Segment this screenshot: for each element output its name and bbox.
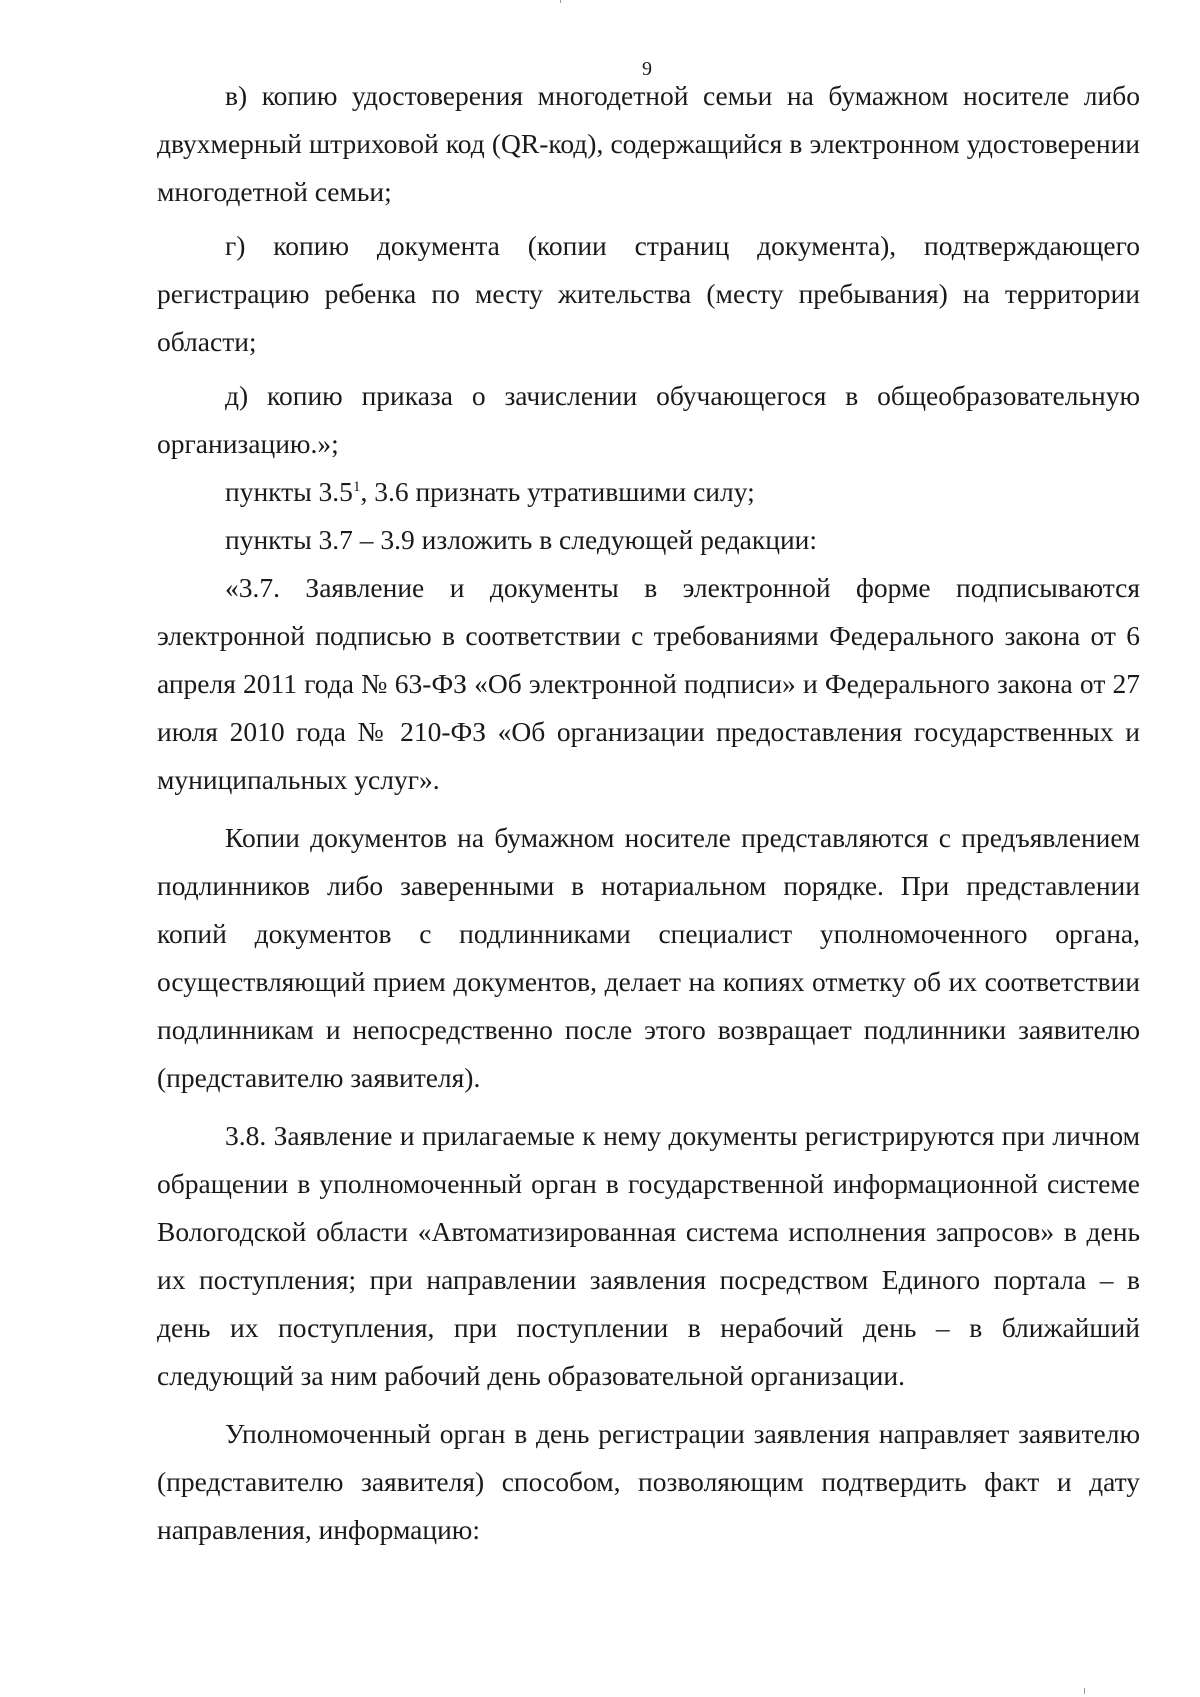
list-item-d: д) копию приказа о зачислении обучающегося в общеобразовательную организацию.»;	[157, 380, 1140, 459]
list-item-v: в) копию удостоверения многодетной семьи на бумажном носителе либо двухмерный штриховой код (QR-код), содержащийся в электронном удостоверении многодетной семьи;	[157, 80, 1140, 207]
superscript: 1	[352, 478, 361, 495]
document-body	[157, 72, 1140, 1554]
points-new-paragraph: пункты 3.7 – 3.9 изложить в следующей редакции:	[225, 524, 818, 555]
notify-paragraph: Уполномоченный орган в день регистрации заявления направляет заявителю (представителю заявителя) способом, позволяющим подтвердить факт и дату направления, информацию:	[157, 1418, 1140, 1545]
points-repeal-text: пункты 3.5	[225, 476, 353, 507]
points-repeal-paragraph	[157, 468, 1140, 516]
list-item-g: г) копию документа (копии страниц документа), подтверждающего регистрацию ребенка по месту жительства (месту пребывания) на территории области;	[157, 230, 1140, 357]
clause-3-8-paragraph: 3.8. Заявление и прилагаемые к нему документы регистрируются при личном обращении в уполномоченный орган в государственной информационной системе Вологодской области «Автоматизированная система исполнения запросов» в день их поступления; при направлении заявления посредством Единого портала – в день их поступления, при поступлении в нерабочий день – в ближайший следующий за ним рабочий день образовательной организации.	[157, 1120, 1140, 1391]
clause-3-7-paragraph: «3.7. Заявление и документы в электронной форме подписываются электронной подписью в соответствии с требованиями Федерального закона от 6 апреля 2011 года № 63-ФЗ «Об электронной подписи» и Федерального закона от 27 июля 2010 года № 210-ФЗ «Об организации предоставления государственных и муниципальных услуг».	[157, 572, 1140, 795]
scan-artifact-top	[560, 0, 561, 3]
points-repeal-rest: , 3.6 признать утратившими силу;	[360, 476, 755, 507]
page-number: 9	[642, 58, 652, 80]
copies-paragraph: Копии документов на бумажном носителе представляются с предъявлением подлинников либо заверенными в нотариальном порядке. При представлении копий документов с подлинниками специалист уполномоченного органа, осуществляющий прием документов, делает на копиях отметку об их соответствии подлинникам и непосредственно после этого возвращает подлинники заявителю (представителю заявителя).	[157, 822, 1140, 1093]
scan-artifact-bottom	[1084, 1688, 1085, 1694]
